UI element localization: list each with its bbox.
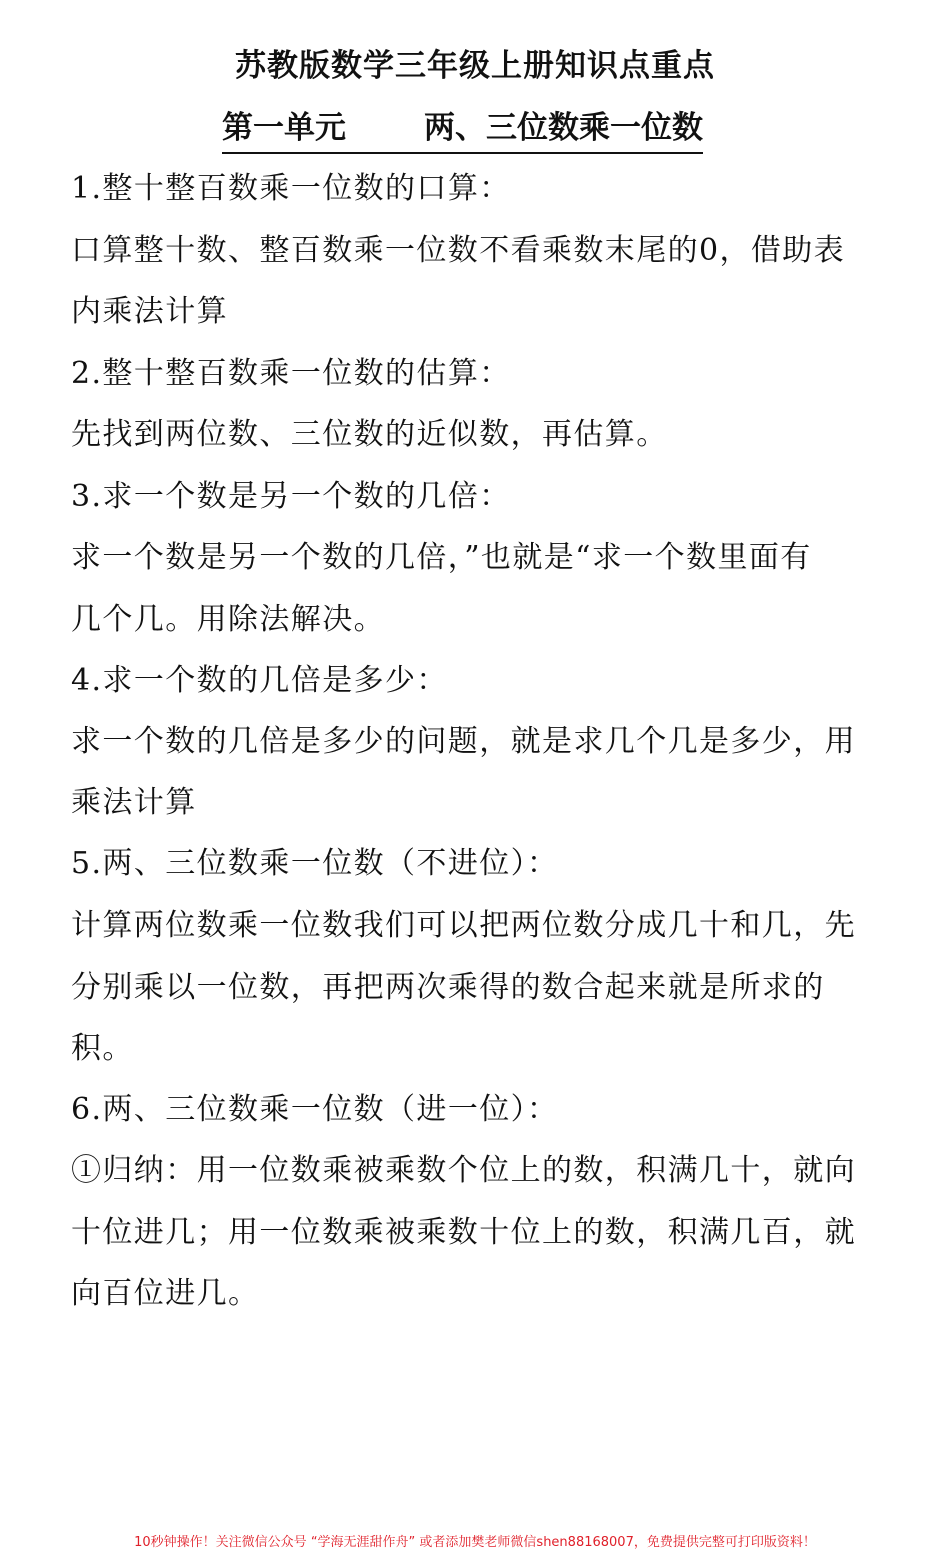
paragraph-line: 十位进几；用一位数乘被乘数十位上的数，积满几百，就	[71, 1215, 856, 1250]
section-heading-5: 5.两、三位数乘一位数（不进位）：	[71, 846, 559, 881]
paragraph-line: 先找到两位数、三位数的近似数，再估算。	[71, 417, 668, 452]
unit-label: 第一单元	[222, 110, 346, 146]
paragraph-line: 求一个数的几倍是多少的问题，就是求几个几是多少，用	[71, 724, 856, 759]
paragraph-line: 向百位进几。	[71, 1276, 260, 1311]
unit-heading	[222, 104, 703, 154]
paragraph-line: 内乘法计算	[71, 294, 228, 329]
section-heading-6: 6.两、三位数乘一位数（进一位）：	[71, 1092, 559, 1127]
section-heading-1: 1.整十整百数乘一位数的口算：	[71, 171, 511, 206]
paragraph-line: 口算整十数、整百数乘一位数不看乘数末尾的0，借助表	[71, 233, 846, 268]
section-heading-3: 3.求一个数是另一个数的几倍：	[71, 479, 511, 514]
paragraph-line: 几个几。用除法解决。	[71, 602, 385, 637]
page-title: 苏教版数学三年级上册知识点重点	[235, 48, 715, 84]
unit-topic: 两、三位数乘一位数	[424, 110, 703, 146]
paragraph-line: 积。	[71, 1031, 134, 1066]
paragraph-line: 计算两位数乘一位数我们可以把两位数分成几十和几，先	[71, 908, 856, 943]
paragraph-line: 求一个数是另一个数的几倍，”也就是“求一个数里面有	[71, 540, 812, 575]
paragraph-line: ①归纳：用一位数乘被乘数个位上的数，积满几十，就向	[71, 1153, 856, 1188]
promo-footer: 10秒钟操作！关注微信公众号 “学海无涯甜作舟” 或者添加樊老师微信shen88168007，免费提供完整可打印版资料！	[134, 1535, 816, 1550]
section-heading-2: 2.整十整百数乘一位数的估算：	[71, 356, 511, 391]
paragraph-line: 乘法计算	[71, 785, 197, 820]
paragraph-line: 分别乘以一位数，再把两次乘得的数合起来就是所求的	[71, 970, 825, 1005]
section-heading-4: 4.求一个数的几倍是多少：	[71, 663, 448, 698]
